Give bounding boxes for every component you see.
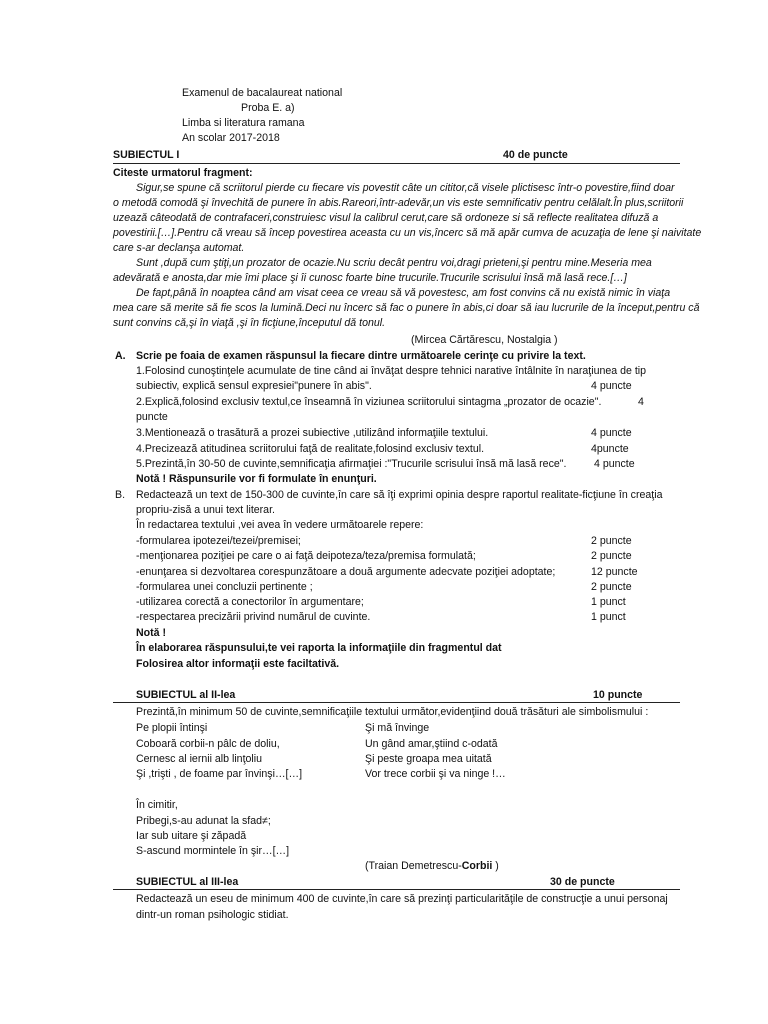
criterion-text: -enunţarea si dezvoltarea corespunzătoare a două argumente adecvate poziţiei adoptate; [136,566,556,578]
criterion-text: -utilizarea corectă a conectorilor în argumentare; [136,596,364,608]
part-b-line: propriu-zisă a unui text literar. [136,504,275,516]
criterion-text: -respectarea precizării privind numărul de cuvinte. [136,611,371,623]
fragment-source: (Mircea Cărtărescu, Nostalgia ) [411,334,558,346]
part-a-note: Notă ! Răspunsurile vor fi formulate în enunţuri. [136,473,377,485]
poem-source-title: Corbii [461,860,493,872]
criterion-points: 2 puncte [591,535,632,547]
divider [113,702,680,703]
fragment-line: care s-ar declanşa automat. [113,242,245,254]
subiect1-title: SUBIECTUL I [113,149,180,161]
criterion-points: 1 punct [591,611,626,623]
header-exam: Examenul de bacalaureat national [182,87,343,99]
header-proba: Proba E. a) [241,102,295,114]
question-3-points: 4 puncte [591,427,632,439]
poem-line: Cernesc al iernii alb linţoliu [136,753,263,765]
poem-line: Un gând amar,ştiind c-odată [365,738,498,750]
fragment-line: adevărată e anosta,dar mie îmi place şi îi cunosc foarte bine trucurile.Trucurile scrisului însă mă lasă rece.[…] [113,272,627,284]
poem-line: Şi peste groapa mea uitată [365,753,492,765]
poem-line: Coboară corbii-n pâlc de doliu, [136,738,280,750]
part-a-heading: Scrie pe foaia de examen răspunsul la fiecare dintre următoarele cerinţe cu privire la text. [136,350,586,362]
subiect2-points: 10 puncte [593,689,643,701]
question-4: 4.Precizează atitudinea scriitorului faţă de realitate,folosind exclusiv textul. [136,443,485,455]
question-1: 1.Folosind cunoştinţele acumulate de tine când ai învăţat despre tehnici narative întâlnite în naraţiunea de tip [136,365,647,377]
question-2: 2.Explică,folosind exclusiv textul,ce înseamnă în viziunea scriitorului sintagma „prozator de ocazie". [136,396,602,408]
poem-source-suffix: ) [492,860,499,872]
header-year: An scolar 2017-2018 [182,132,280,144]
subiect3-line: dintr-un roman psihologic stidiat. [136,909,289,921]
criterion-text: -formularea unei concluzii pertinente ; [136,581,313,593]
fragment-line: mea care să merite să fie scos la lumină.Deci nu încerc să fac o punere în abis,ci doar să iau lucrurile de la început,pentru că [113,302,700,314]
subiect2-title: SUBIECTUL al II-lea [136,689,236,701]
poem-line: Vor trece corbii şi va ninge !… [365,768,506,780]
criterion-points: 1 punct [591,596,626,608]
poem-source-prefix: (Traian Demetrescu- [365,860,462,872]
part-b-line: Redactează un text de 150-300 de cuvinte,în care să îţi exprimi opinia despre raportul realitate-ficţiune în creaţia [136,489,663,501]
question-1-cont: subiectiv, explică sensul expresiei"punere în abis". [136,380,372,392]
fragment-line: De fapt,până în noaptea când am visat ceea ce vreau să vă povestesc, am fost convins că nu există nimic în viaţa [136,287,671,299]
criterion-text: -formularea ipotezei/tezei/premisei; [136,535,301,547]
poem-source [365,859,499,873]
question-4-points: 4puncte [591,443,629,455]
fragment-line: uzează câteodată de contrafaceri,construiesc visul la calibrul cerut,care să ordoneze si să reflecte realitatea difuză a [113,212,659,224]
divider [113,889,680,890]
criterion-points: 2 puncte [591,581,632,593]
part-b-note-title: Notă ! [136,627,167,639]
fragment-line: povestirii.[…].Pentru că vreau să încep povestirea aceasta cu un vis,încerc să mă apăr cumva de acuzaţia de lene şi naivitate [113,227,702,239]
poem-line: În cimitir, [136,799,178,811]
part-b-note: Folosirea altor informaţii este faciltativă. [136,658,340,670]
fragment-line: Sigur,se spune că scriitorul pierde cu fiecare vis povestit câte un cititor,că visele plictisesc într-o povestire,fiind doar [136,182,675,194]
subiect1-points: 40 de puncte [503,149,568,161]
fragment-line: Sunt ,după cum ştiţi,un prozator de ocazie.Nu scriu decât pentru voi,dragi prieteni,şi pentru mine.Meseria mea [136,257,652,269]
criterion-points: 2 puncte [591,550,632,562]
fragment-line: sunt convins că,şi în viaţă ,şi în ficţiune,începutul dă tonul. [113,317,386,329]
part-b-line: În redactarea textului ,vei avea în vedere următoarele repere: [136,519,424,531]
poem-line: Pribegi,s-au adunat la sfad≠; [136,815,271,827]
question-2-points-cont: puncte [136,411,168,423]
criterion-points: 12 puncte [591,566,638,578]
fragment-line: o metodă comodă şi învechită de punere în abis.Rareori,într-adevăr,un vis este semnificativ pentru celălalt.În plus,scriitorii [113,197,684,209]
part-b-note: În elaborarea răspunsului,te vei raporta la informaţiile din fragmentul dat [136,642,502,654]
part-a-letter: A. [115,350,126,362]
header-subject: Limba si literatura ramana [182,117,305,129]
question-3: 3.Mentionează o trasătură a prozei subiective ,utilizând informaţiile textului. [136,427,489,439]
subiect1-instruction: Citeste urmatorul fragment: [113,167,253,179]
subiect2-instruction: Prezintă,în minimum 50 de cuvinte,semnificaţiile textului următor,evidenţiind două trăsături ale simbolismului : [136,706,649,718]
question-2-points: 4 [638,396,644,408]
poem-line: S-ascund mormintele în şir…[…] [136,845,290,857]
question-5: 5.Prezintă,în 30-50 de cuvinte,semnificaţia afirmaţiei :"Trucurile scrisului însă mă lasă rece". [136,458,567,470]
criterion-text: -menţionarea poziţiei pe care o ai faţă deipoteza/teza/premisa formulată; [136,550,476,562]
poem-line: Iar sub uitare şi zăpadă [136,830,247,842]
question-1-points: 4 puncte [591,380,632,392]
poem-line: Pe plopii întinşi [136,722,208,734]
subiect3-line: Redactează un eseu de minimum 400 de cuvinte,în care să prezinţi particularităţile de construcţie a unui personaj [136,893,668,905]
poem-line: Şi ,trişti , de foame par învinşi…[…] [136,768,303,780]
subiect3-title: SUBIECTUL al III-lea [136,876,239,888]
question-5-points: 4 puncte [594,458,635,470]
subiect3-points: 30 de puncte [550,876,615,888]
poem-line: Şi mă învinge [365,722,430,734]
part-b-letter: B. [115,489,126,501]
divider [113,163,680,164]
